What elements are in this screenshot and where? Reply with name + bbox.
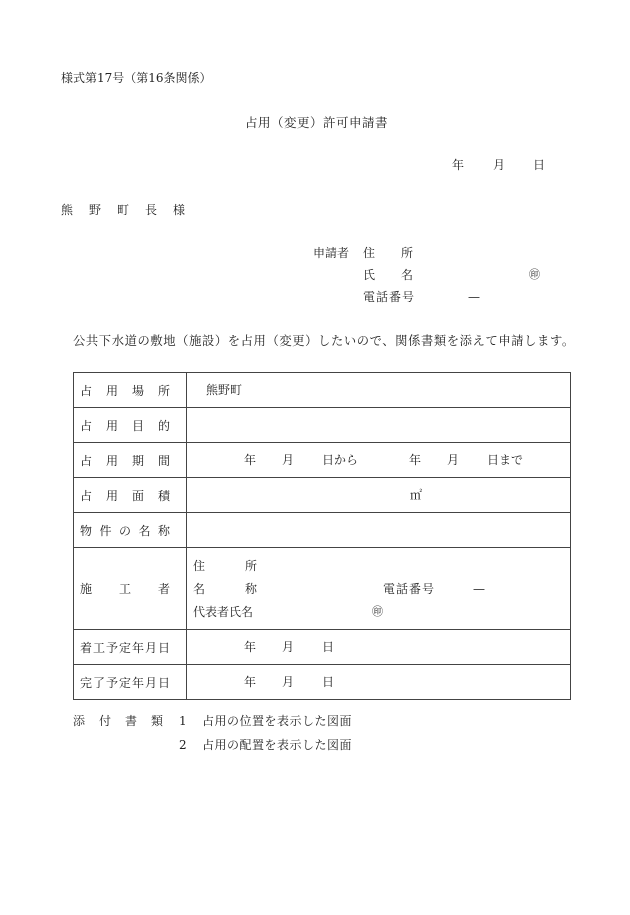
form-number: 様式第17号（第16条関係） [61,71,212,85]
purpose-field[interactable] [187,408,571,443]
to-year: 年 [409,453,422,467]
area-unit: ㎡ [410,488,423,502]
addressee [61,203,185,217]
label-area: 占 用 面 積 [80,488,170,503]
application-table [73,372,571,700]
label-place: 占 用 場 所 [80,383,170,398]
area-field[interactable] [187,478,571,513]
table-row-area [74,478,571,513]
label-contractor: 施 工 者 [80,582,170,596]
from-year: 年 [244,453,257,467]
date-year: 年 [452,158,465,172]
label-property: 物 件 の 名 称 [80,523,170,538]
table-row-purpose [74,408,571,443]
table-row-place [74,373,571,408]
statement: 公共下水道の敷地（施設）を占用（変更）したいので、関係書類を添えて申請します。 [73,334,575,348]
applicant-label: 申請者 [313,246,350,260]
seal-mark: ㊞ [372,605,383,618]
contractor-phone-dash: — [473,582,485,596]
addressee-char: 町 [116,203,129,217]
addressee-char: 長 [144,203,157,217]
contractor-rep-label: 代表者氏名 [193,605,254,619]
label-purpose: 占 用 目 的 [80,418,170,433]
applicant-phone-dash: — [468,290,480,304]
table-row-property [74,513,571,548]
addressee-char: 野 [88,203,101,217]
attachment-no: 1 [179,714,187,728]
char: 氏 [363,268,376,282]
attachment-item: 占用の配置を表示した図面 [202,738,353,752]
seal-mark: ㊞ [529,268,540,281]
place-value[interactable]: 熊野町 [206,383,243,397]
table-row-period [74,443,571,478]
addressee-char: 様 [172,203,185,217]
start-date-field[interactable]: 年 月 日 [187,630,571,665]
label-end: 完了予定年月日 [80,675,172,690]
applicant-phone-label: 電話番号 [363,290,416,304]
from-month: 月 [282,453,295,467]
period-field[interactable] [187,443,571,478]
char: 所 [400,246,413,260]
label-start: 着工予定年月日 [80,640,172,655]
contractor-phone-label: 電話番号 [383,582,436,596]
table-row-contractor [74,548,571,630]
contractor-field[interactable] [187,548,571,630]
end-date-field[interactable]: 年 月 日 [187,665,571,700]
label-period: 占 用 期 間 [80,453,170,468]
attachments-label: 添 付 書 類 [73,714,163,728]
to-day: 日まで [487,453,524,467]
attachment-no: 2 [179,738,187,752]
attachment-item: 占用の位置を表示した図面 [202,714,353,728]
date-month: 月 [493,158,506,172]
contractor-address-label: 住 所 [193,559,257,573]
applicant-address-label [363,246,413,260]
to-month: 月 [447,453,460,467]
applicant-name-label [363,268,413,282]
addressee-char: 熊 [61,203,74,217]
char: 名 [400,268,413,282]
date-day: 日 [533,158,546,172]
from-day: 日から [322,453,359,467]
page-title: 占用（変更）許可申請書 [245,115,389,130]
table-row-start [74,630,571,665]
table-row-end [74,665,571,700]
property-field[interactable] [187,513,571,548]
contractor-name-label: 名 称 [193,582,257,596]
char: 住 [363,246,376,260]
